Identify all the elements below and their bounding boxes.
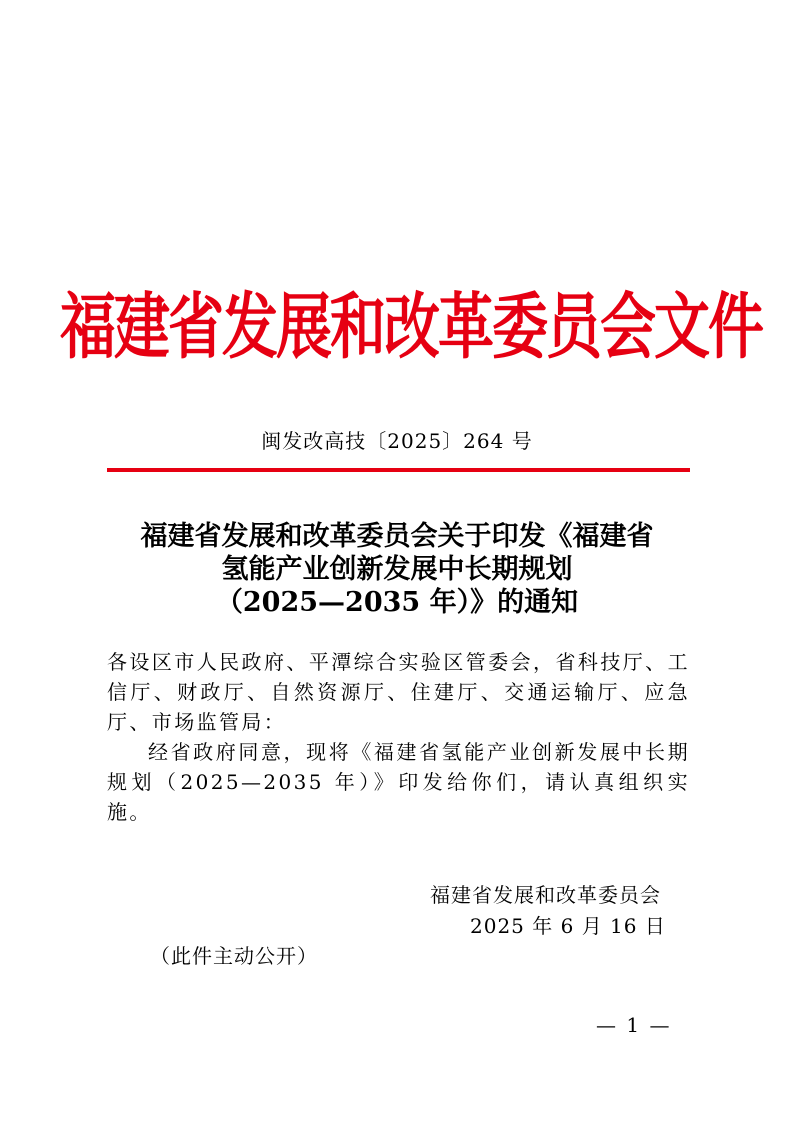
document-body bbox=[107, 647, 690, 827]
notice-title-line-1: 福建省发展和改革委员会关于印发《福建省 bbox=[140, 521, 654, 552]
notice-title-line-3: （2025—2035 年）》的通知 bbox=[215, 587, 579, 618]
notice-title-line-2: 氢能产业创新发展中长期规划 bbox=[221, 554, 573, 585]
document-number: 闽发改高技〔2025〕264 号 bbox=[261, 429, 533, 453]
page-number: — 1 — bbox=[596, 1013, 672, 1037]
signature-date: 2025 年 6 月 16 日 bbox=[470, 914, 666, 938]
red-divider-line bbox=[107, 468, 690, 472]
notice-title bbox=[100, 520, 694, 619]
body-paragraph: 经省政府同意，现将《福建省氢能产业创新发展中长期规划（2025—2035 年）》印发给你们，请认真组织实施。 bbox=[107, 740, 690, 824]
document-header-title: 福建省发展和改革委员会文件 bbox=[60, 284, 762, 370]
recipients-paragraph: 各设区市人民政府、平潭综合实验区管委会，省科技厅、工信厅、财政厅、自然资源厅、住建厅、交通运输厅、应急厅、市场监管局： bbox=[107, 650, 690, 734]
public-disclosure-note: （此件主动公开） bbox=[150, 944, 318, 968]
signature-organization: 福建省发展和改革委员会 bbox=[430, 883, 661, 907]
